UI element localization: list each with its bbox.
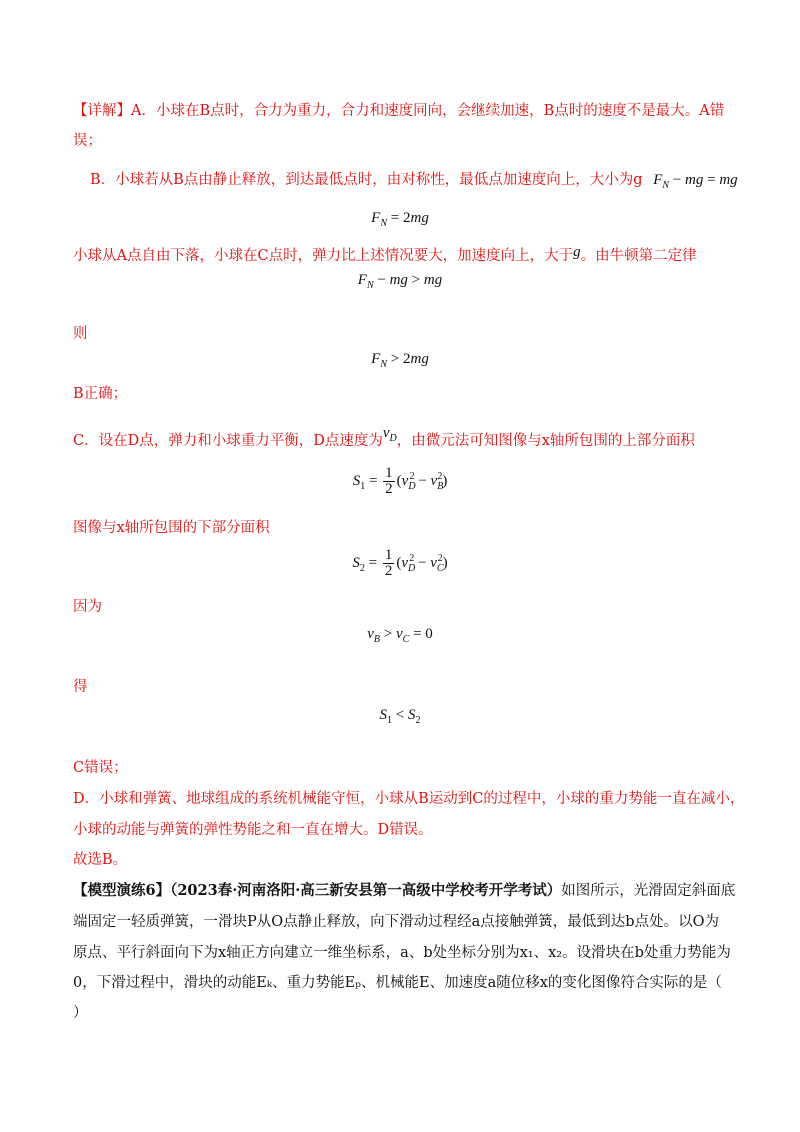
text-line-then: 则 — [73, 326, 88, 342]
question-line-2: 端固定一轻质弹簧，一滑块P从O点静止释放，向下滑动过程经a点接触弹簧，最低到达b点处。以O为 — [73, 914, 719, 930]
text-c1-tail: ，由微元法可知图像与x轴所包围的上部分面积 — [396, 433, 695, 449]
question-line-3: 原点、平行斜面向下为x轴正方向建立一维坐标系，a、b处坐标分别为x₁、x₂。设滑块在b处重力势能为 — [73, 945, 731, 961]
question-line-5: ） — [73, 1005, 88, 1021]
question-text-1: 如图所示，光滑固定斜面底 — [561, 883, 736, 899]
text-b2-tail: 。由牛顿第二定律 — [580, 248, 697, 264]
equation-fn-2mg: $F_N = 2mg$ — [371, 210, 429, 229]
text-b1: B．小球若从B点由静止释放，到达最低点时，由对称性，最低点加速度向上，大小为g — [90, 172, 643, 188]
text-line-c1 — [73, 423, 695, 451]
text-line-c2: 图像与x轴所包围的下部分面积 — [73, 520, 270, 536]
inline-eq-fn-mg: $F_N$ − mg = mg — [653, 172, 738, 191]
equation-fn-gt-mg: $F_N$ − mg > mg — [357, 272, 443, 291]
text-line-a1: 【详解】A．小球在B点时，合力为重力，合力和速度同向，会继续加速，B点时的速度不是最大。A错 — [73, 103, 725, 119]
question-line-1 — [73, 881, 735, 901]
text-line-c-wrong: C错误； — [73, 760, 128, 776]
text-line-a2: 误； — [73, 133, 102, 149]
equation-fn-gt-2mg: $F_N > 2mg$ — [371, 351, 429, 370]
text-line-because: 因为 — [73, 599, 102, 615]
text-line-get: 得 — [73, 679, 88, 695]
text-line-b1 — [90, 170, 738, 196]
equation-s2: $S_2$ = $\frac{1}{2}$ $(v_D^2 - v_C^2)$ — [352, 547, 448, 579]
equation-vb-vc: $v_B > v_C = 0$ — [367, 626, 433, 645]
text-line-d2: 小球的动能与弹簧的弹性势能之和一直在增大。D错误。 — [73, 822, 433, 838]
inline-vd: $v_D$ — [382, 425, 397, 444]
text-line-answer: 故选B。 — [73, 852, 128, 868]
question-tag: 【模型演练6】 — [73, 882, 171, 899]
inline-g: g — [573, 244, 581, 260]
question-line-4: 0，下滑过程中，滑块的动能Eₖ、重力势能Eₚ、机械能E、加速度a随位移x的变化图像符合实际的是（ — [73, 975, 722, 991]
text-line-b-correct: B正确； — [73, 386, 128, 402]
text-c1: C．设在D点，弹力和小球重力平衡，D点速度为 — [73, 433, 383, 449]
text-b2: 小球从A点自由下落，小球在C点时，弹力比上述情况要大，加速度向上，大于 — [73, 248, 574, 264]
equation-s1: $S_1$ = $\frac{1}{2}$ $(v_D^2 - v_B^2)$ — [352, 465, 448, 497]
text-line-b2 — [73, 242, 697, 266]
text-line-d1: D．小球和弹簧、地球组成的系统机械能守恒，小球从B运动到C的过程中，小球的重力势能一直在减小， — [73, 791, 745, 807]
question-source: （2023春·河南洛阳·高三新安县第一高级中学校考开学考试） — [170, 882, 562, 899]
equation-s1-lt-s2: $S_1 < S_2$ — [379, 707, 421, 726]
